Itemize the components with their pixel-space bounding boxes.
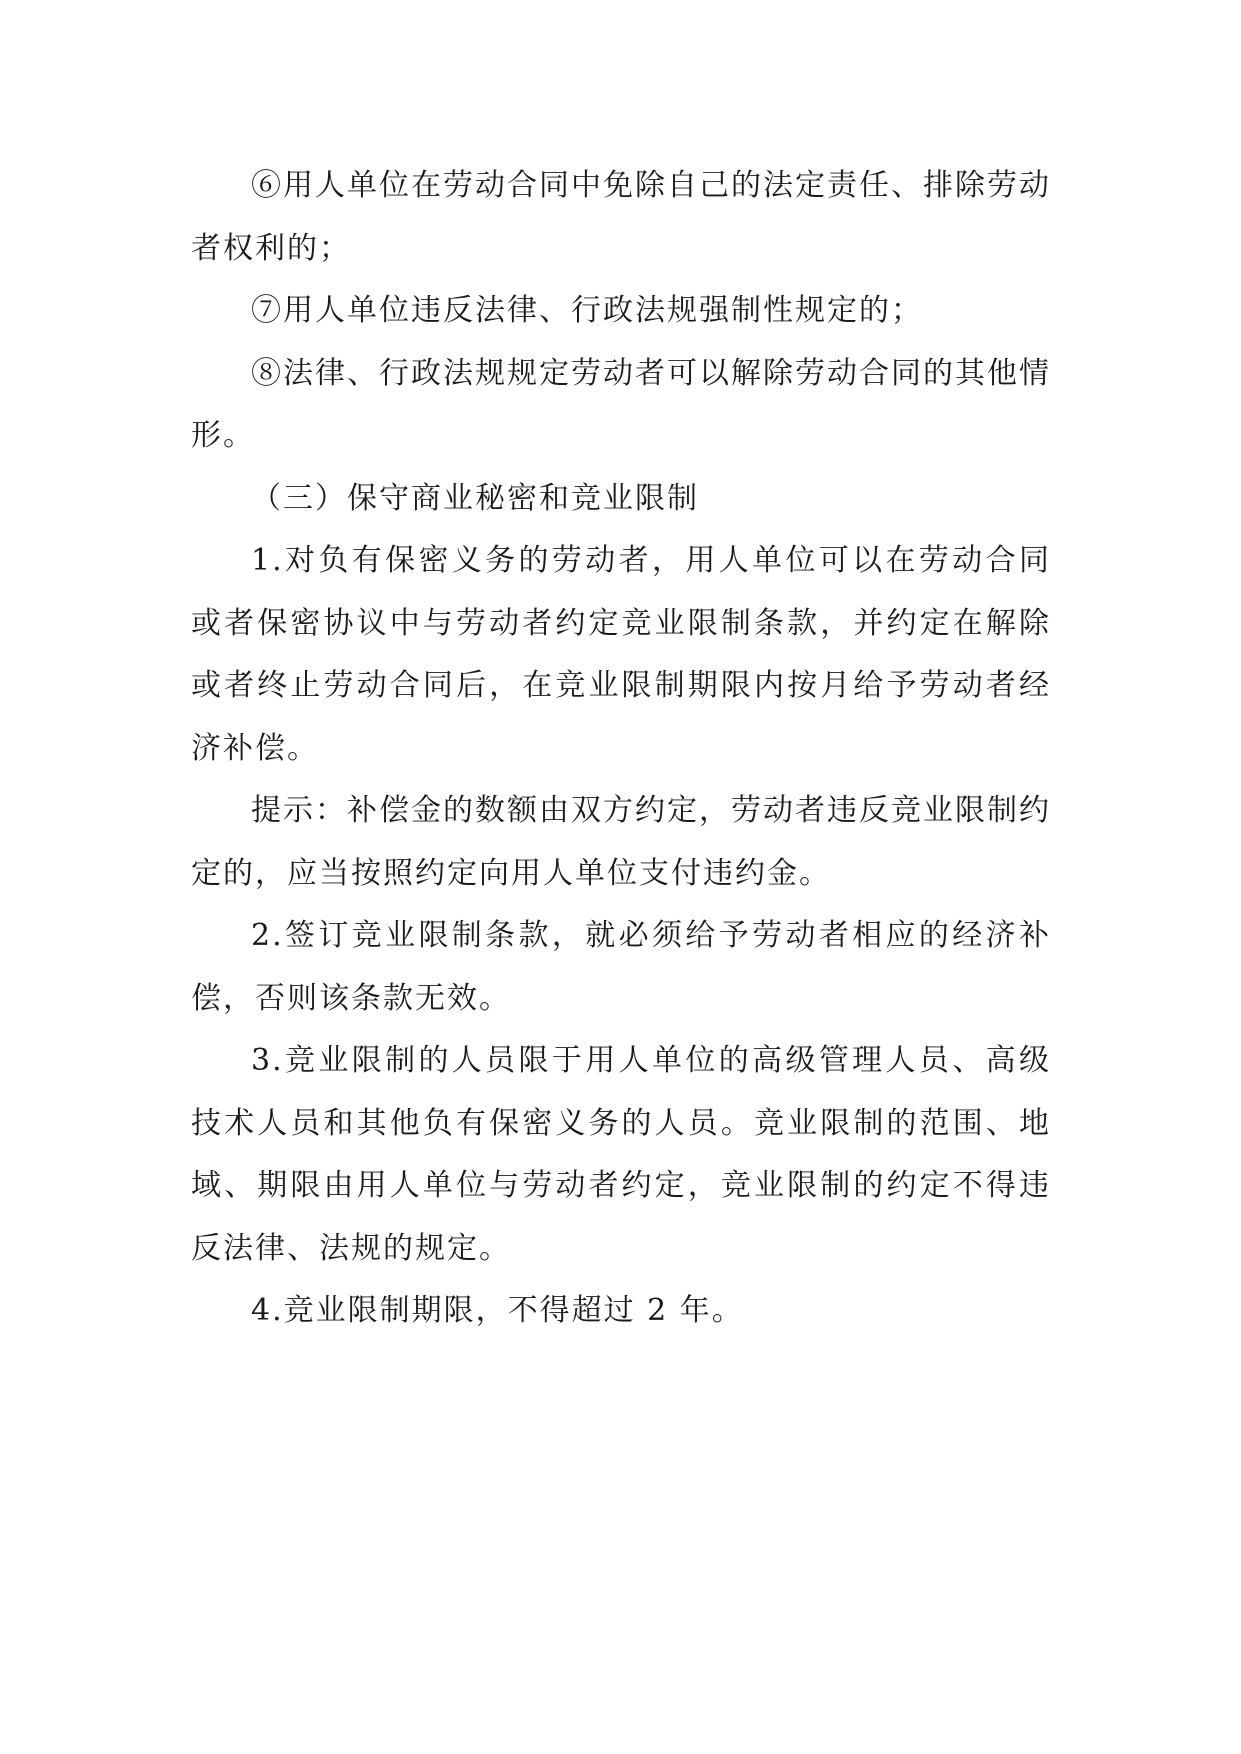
section-heading: （三）保守商业秘密和竞业限制 [251,480,699,516]
document-page [191,155,1051,1343]
paragraph-point-4: 4.竞业限制期限，不得超过 2 年。 [251,1293,744,1328]
paragraph-point-1: 1.对负有保密义务的劳动者，用人单位可以在劳动合同或者保密协议中与劳动者约定竞业限制条款，并约定在解除或者终止劳动合同后，在竞业限制期限内按月给予劳动者经济补偿。 [191,543,1051,766]
paragraph-item-6: ⑥用人单位在劳动合同中免除自己的法定责任、排除劳动者权利的； [191,168,1051,266]
paragraph-tip: 提示：补偿金的数额由双方约定，劳动者违反竞业限制约定的，应当按照约定向用人单位支付违约金。 [191,793,1051,891]
paragraph-point-2: 2.签订竞业限制条款，就必须给予劳动者相应的经济补偿，否则该条款无效。 [191,918,1051,1016]
paragraph-point-3: 3.竞业限制的人员限于用人单位的高级管理人员、高级技术人员和其他负有保密义务的人员。竞业限制的范围、地域、期限由用人单位与劳动者约定，竞业限制的约定不得违反法律、法规的规定。 [191,1043,1051,1266]
paragraph-item-7: ⑦用人单位违反法律、行政法规强制性规定的； [251,293,923,328]
paragraph-item-8: ⑧法律、行政法规规定劳动者可以解除劳动合同的其他情形。 [191,355,1051,453]
